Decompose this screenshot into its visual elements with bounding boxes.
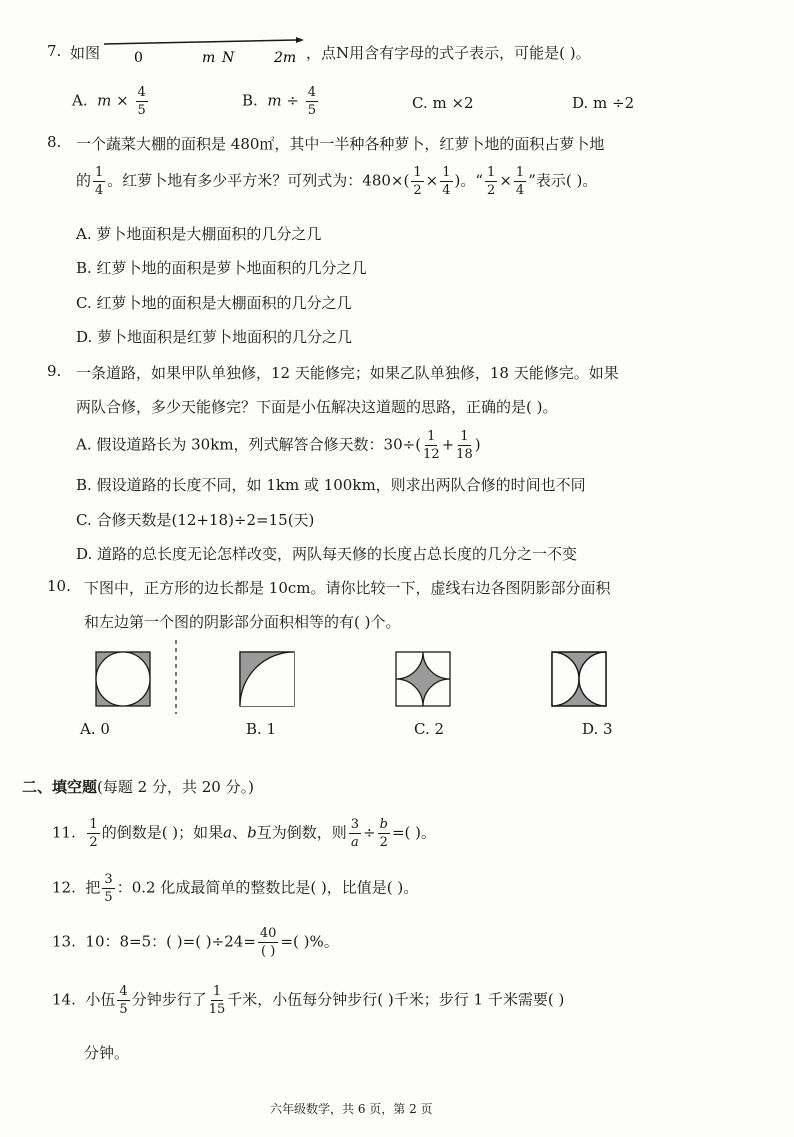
q9-option-d: D. 道路的总长度无论怎样改变，两队每天修的长度占总长度的几分之一不变 — [76, 545, 578, 563]
q7-option-b: B. m ÷ $\frac{4}{5}$ — [242, 85, 316, 118]
q9-option-c: C. 合修天数是(12+18)÷2=15(天) — [76, 511, 315, 529]
q8-line1: 一个蔬菜大棚的面积是 480㎡，其中一半种各种萝卜，红萝卜地的面积占萝卜地 — [76, 135, 605, 153]
q13: 13. 10：8=5：( )=( )÷24= 40 ( ) =( )%。 — [52, 926, 339, 959]
q10-option-a: A. 0 — [80, 720, 110, 738]
q8-line2: 的 $\frac{1}{4}$ 。红萝卜地有多少平方米？可列式为：480×( $\frac{1}{2}$ × $\frac{1}{4}$ )。“ $\frac{1}{2}$ × $\frac{1}{4}$ ”表示( )。 — [76, 165, 598, 198]
q9-option-a: A. 假设道路长为 30km，列式解答合修天数：30÷( $\frac{1}{12}$ + $\frac{1}{18}$ ) — [76, 429, 481, 462]
q8-option-b: B. 红萝卜地的面积是萝卜地面积的几分之几 — [76, 259, 367, 277]
figure-four-corners-star — [396, 652, 450, 706]
q9-line1: 一条道路，如果甲队单独修，12 天能修完；如果乙队单独修，18 天能修完。如果 — [76, 364, 619, 382]
figure-quarter-circle — [240, 652, 294, 706]
q7-option-d: D. m ÷2 — [572, 94, 635, 112]
section-2-note: (每题 2 分，共 20 分。) — [97, 778, 254, 796]
q10-figures — [0, 640, 794, 720]
q8-option-c: C. 红萝卜地的面积是大棚面积的几分之几 — [76, 294, 352, 312]
q10-line1: 下图中，正方形的边长都是 10cm。请你比较一下，虚线右边各图阴影部分面积 — [84, 579, 611, 597]
q11: 11. $\frac{1}{2}$ 的倒数是( )；如果a、b互为倒数，则 $\frac{3}{a}$ ÷ $\frac{b}{2}$ =( )。 — [52, 817, 436, 850]
q10-option-b: B. 1 — [246, 720, 277, 738]
q14: 14. 小伍 $\frac{4}{5}$ 分钟步行了 $\frac{1}{15}$ 千米，小伍每分钟步行( )千米；步行 1 千米需要( ) — [52, 984, 565, 1017]
figure-two-semicircles — [552, 652, 606, 706]
q7-number: 7. — [47, 42, 62, 60]
q10-option-c: C. 2 — [414, 720, 445, 738]
q7-suffix: ，点N用含有字母的式子表示，可能是( )。 — [306, 44, 591, 62]
axis-label-0: 0 — [134, 50, 143, 66]
figure-inscribed-circle — [96, 652, 150, 706]
q8-number: 8. — [47, 133, 62, 151]
q9-line2: 两队合修，多少天能修完？下面是小伍解决这道题的思路，正确的是( )。 — [76, 398, 558, 416]
axis-label-2m: 2m — [274, 50, 297, 66]
axis-label-m: m — [202, 50, 216, 66]
q10-option-d: D. 3 — [582, 720, 613, 738]
section-2-heading — [22, 776, 254, 797]
q12: 12. 把 $\frac{3}{5}$ ：0.2 化成最简单的整数比是( )，比值是( )。 — [52, 872, 419, 905]
q8-option-d: D. 萝卜地面积是红萝卜地面积的几分之几 — [76, 328, 353, 346]
section-2-title: 二、填空题 — [22, 778, 98, 796]
q9-number: 9. — [47, 362, 62, 380]
q9-option-b: B. 假设道路的长度不同，如 1km 或 100km，则求出两队合修的时间也不同 — [76, 476, 586, 494]
q7-prefix: 如图 — [70, 44, 101, 62]
q14-line2: 分钟。 — [84, 1044, 130, 1062]
q10-line2: 和左边第一个图的阴影部分面积相等的有( )个。 — [84, 613, 401, 631]
axis-label-n: N — [222, 50, 235, 66]
q7-option-c: C. m ×2 — [412, 94, 474, 112]
q10-number: 10. — [47, 577, 71, 595]
number-line-figure — [104, 30, 304, 64]
q7-option-a: A. m × $\frac{4}{5}$ — [72, 85, 146, 118]
q8-option-a: A. 萝卜地面积是大棚面积的几分之几 — [76, 225, 322, 243]
page-footer: 六年级数学，共 6 页，第 2 页 — [270, 1102, 433, 1116]
